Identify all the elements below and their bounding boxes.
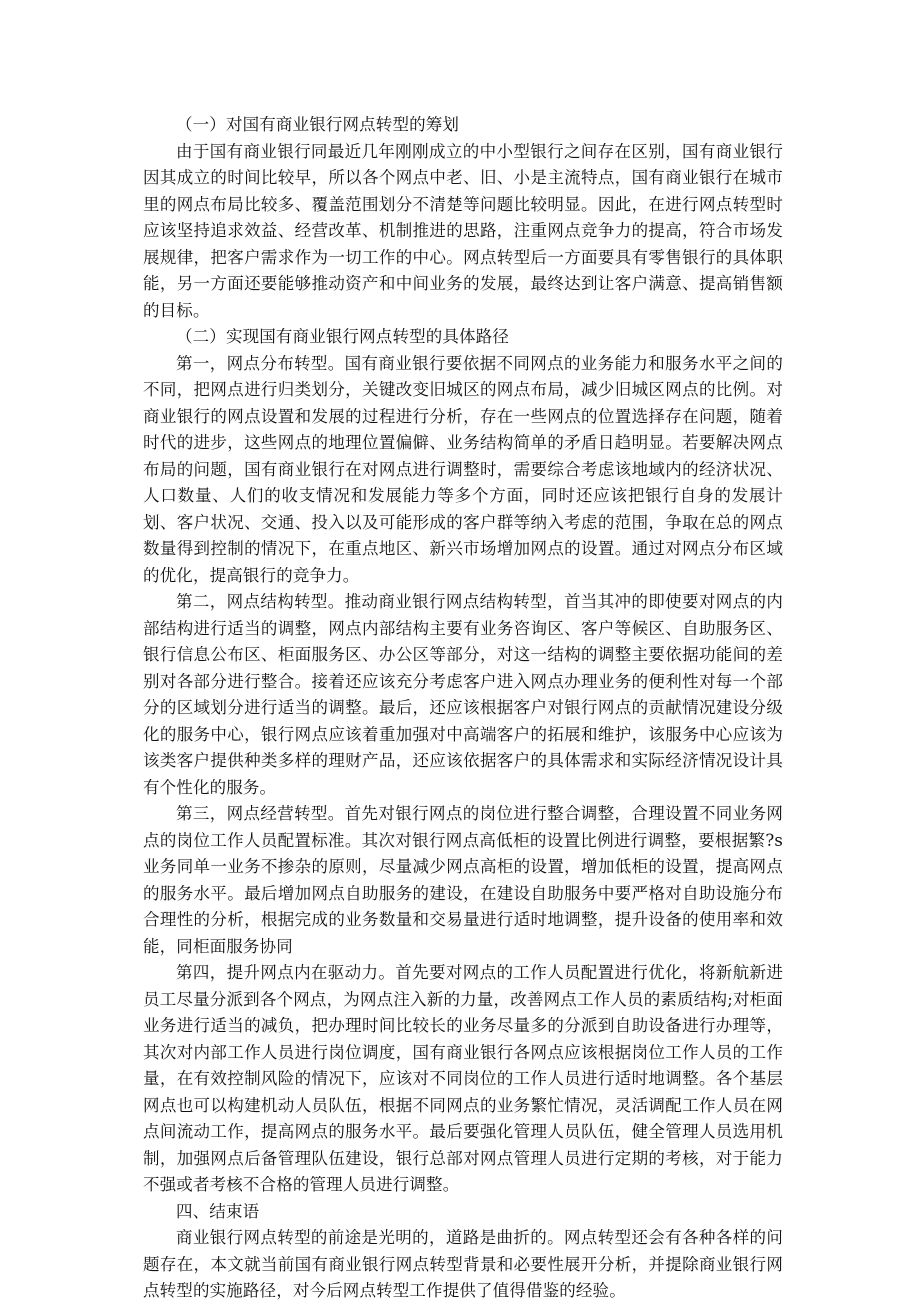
- paragraph-distribution-transformation: 第一，网点分布转型。国有商业银行要依据不同网点的业务能力和服务水平之间的不同，把网点进行归类划分，关键改变旧城区的网点布局，减少旧城区网点的比例。对商业银行的网点设置和发展的过程进行分析，存在一些网点的位置选择存在问题，随着时代的进步，这些网点的地理位置偏僻、业务结构简单的矛盾日趋明显。若要解决网点布局的问题，国有商业银行在对网点进行调整时，需要综合考虑该地域内的经济状况、人口数量、人们的收支情况和发展能力等多个方面，同时还应该把银行自身的发展计划、客户状况、交通、投入以及可能形成的客户群等纳入考虑的范围，争取在总的网点数量得到控制的情况下，在重点地区、新兴市场增加网点的设置。通过对网点分布区域的优化，提高银行的竞争力。: [143, 353, 783, 585]
- section-heading-conclusion: 四、结束语: [176, 1201, 260, 1221]
- document-page: [143, 112, 783, 1305]
- subsection-heading-planning: （一）对国有商业银行网点转型的筹划: [176, 115, 460, 134]
- paragraph-operation-transformation: 第三，网点经营转型。首先对银行网点的岗位进行整合调整，合理设置不同业务网点的岗位工作人员配置标准。其次对银行网点高低柜的设置比例进行调整，要根据繁?s业务同单一业务不掺杂的原则，尽量减少网点高柜的设置，增加低柜的设置，提高网点的服务水平。最后增加网点自助服务的建设，在建设自助服务中要严格对自助设施分布合理性的分析，根据完成的业务数量和交易量进行适时地调整，提升设备的使用率和效能，同柜面服务协同: [143, 804, 783, 956]
- paragraph-internal-drive: 第四，提升网点内在驱动力。首先要对网点的工作人员配置进行优化，将新航新进员工尽量分派到各个网点，为网点注入新的力量，改善网点工作人员的素质结构;对柜面业务进行适当的减负，把办理时间比较长的业务尽量多的分派到自助设备进行办理等，其次对内部工作人员进行岗位调度，国有商业银行各网点应该根据岗位工作人员的工作量，在有效控制风险的情况下，应该对不同岗位的工作人员进行适时地调整。各个基层网点也可以构建机动人员队伍，根据不同网点的业务繁忙情况，灵活调配工作人员在网点间流动工作，提高网点的服务水平。最后要强化管理人员队伍，健全管理人员选用机制，加强网点后备管理队伍建设，银行总部对网点管理人员进行定期的考核，对于能力不强或者考核不合格的管理人员进行调整。: [143, 963, 783, 1194]
- paragraph-planning: 由于国有商业银行同最近几年刚刚成立的中小型银行之间存在区别，国有商业银行因其成立的时间比较早，所以各个网点中老、旧、小是主流特点，国有商业银行在城市里的网点布局比较多、覆盖范围划分不清楚等问题比较明显。因此，在进行网点转型时应该坚持追求效益、经营改革、机制推进的思路，注重网点竞争力的提高，符合市场发展规律，把客户需求作为一切工作的中心。网点转型后一方面要具有零售银行的具体职能，另一方面还要能够推动资产和中间业务的发展，最终达到让客户满意、提高销售额的目标。: [143, 141, 783, 320]
- paragraph-conclusion: 商业银行网点转型的前途是光明的，道路是曲折的。网点转型还会有各种各样的问题存在，本文就当前国有商业银行网点转型背景和必要性展开分析，并提除商业银行网点转型的实施路径，对今后网点转型工作提供了值得借鉴的经验。: [143, 1228, 783, 1300]
- paragraph-structure-transformation: 第二，网点结构转型。推动商业银行网点结构转型，首当其冲的即使要对网点的内部结构进行适当的调整，网点内部结构主要有业务咨询区、客户等候区、自助服务区、银行信息公布区、柜面服务区、办公区等部分，对这一结构的调整主要依据功能间的差别对各部分进行整合。接着还应该充分考虑客户进入网点办理业务的便利性对每一个部分的区域划分进行适当的调整。最后，还应该根据客户对银行网点的贡献情况建设分级化的服务中心，银行网点应该着重加强对中高端客户的拓展和维护，该服务中心应该为该类客户提供种类多样的理财产品，还应该依据客户的具体需求和实际经济情况设计具有个性化的服务。: [143, 592, 783, 797]
- subsection-heading-path: （二）实现国有商业银行网点转型的具体路径: [176, 327, 509, 346]
